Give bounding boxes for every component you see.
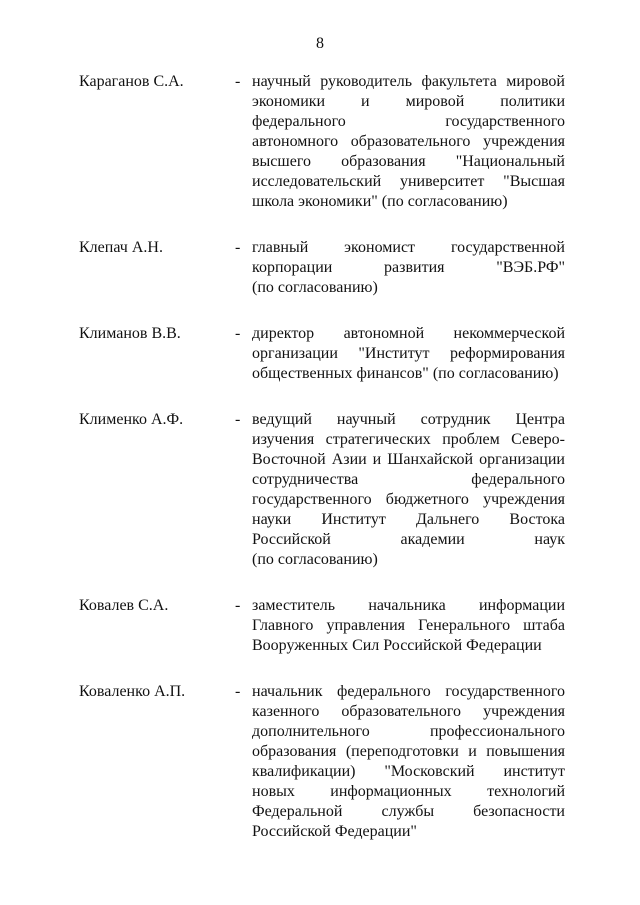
entry-dash: -: [235, 411, 241, 428]
member-name: Клименко А.Ф.: [79, 411, 184, 428]
position-line: Российской академии наук: [252, 531, 565, 548]
member-position: [252, 238, 565, 298]
position-line: начальник федерального государственного: [252, 683, 565, 700]
member-name: Климанов В.В.: [79, 325, 181, 342]
position-line: заместитель начальника информации: [252, 597, 565, 614]
position-line: автономного образовательного учреждения: [252, 133, 565, 150]
member-name: Коваленко А.П.: [79, 683, 186, 700]
entry-dash: -: [235, 683, 241, 700]
position-line: квалификации) "Московский институт: [252, 763, 565, 780]
list-item: [79, 410, 565, 570]
list-item: [79, 596, 565, 656]
position-line: организации "Институт реформирования: [252, 345, 565, 362]
list-item: [79, 682, 565, 842]
position-line: Главного управления Генерального штаба: [252, 617, 565, 634]
position-line: федерального государственного: [252, 113, 565, 130]
entry-dash: -: [235, 325, 241, 342]
position-line: образования (переподготовки и повышения: [252, 743, 565, 760]
member-position: [252, 72, 565, 212]
position-line: (по согласованию): [252, 279, 378, 296]
position-line: директор автономной некоммерческой: [252, 325, 565, 342]
member-name: Клепач А.Н.: [79, 239, 163, 256]
member-position: [252, 596, 565, 656]
position-line: государственного бюджетного учреждения: [252, 491, 565, 508]
list-item: [79, 72, 565, 212]
member-position: [252, 682, 565, 842]
position-line: школа экономики" (по согласованию): [252, 193, 508, 210]
entry-dash: -: [235, 597, 241, 614]
position-line: экономики и мировой политики: [252, 93, 565, 110]
position-line: исследовательский университет "Высшая: [252, 173, 565, 190]
position-line: главный экономист государственной: [252, 239, 565, 256]
member-list: [79, 72, 565, 868]
position-line: науки Институт Дальнего Востока: [252, 511, 565, 528]
page-number: 8: [316, 35, 324, 52]
list-item: [79, 324, 565, 384]
position-line: ведущий научный сотрудник Центра: [252, 411, 565, 428]
position-line: высшего образования "Национальный: [252, 153, 565, 170]
position-line: научный руководитель факультета мировой: [252, 73, 565, 90]
position-line: Федеральной службы безопасности: [252, 803, 565, 820]
member-position: [252, 324, 565, 384]
position-line: Вооруженных Сил Российской Федерации: [252, 637, 542, 654]
position-line: казенного образовательного учреждения: [252, 703, 565, 720]
entry-dash: -: [235, 73, 241, 90]
position-line: корпорации развития "ВЭБ.РФ": [252, 259, 565, 276]
position-line: новых информационных технологий: [252, 783, 565, 800]
position-line: (по согласованию): [252, 551, 378, 568]
position-line: Восточной Азии и Шанхайской организации: [252, 451, 565, 468]
list-item: [79, 238, 565, 298]
member-name: Ковалев С.А.: [79, 597, 169, 614]
entry-dash: -: [235, 239, 241, 256]
position-line: сотрудничества федерального: [252, 471, 565, 488]
position-line: дополнительного профессионального: [252, 723, 565, 740]
position-line: общественных финансов" (по согласованию): [252, 365, 559, 382]
member-name: Караганов С.А.: [79, 73, 184, 90]
member-position: [252, 410, 565, 570]
position-line: Российской Федерации": [252, 823, 417, 840]
position-line: изучения стратегических проблем Северо-: [252, 431, 565, 448]
